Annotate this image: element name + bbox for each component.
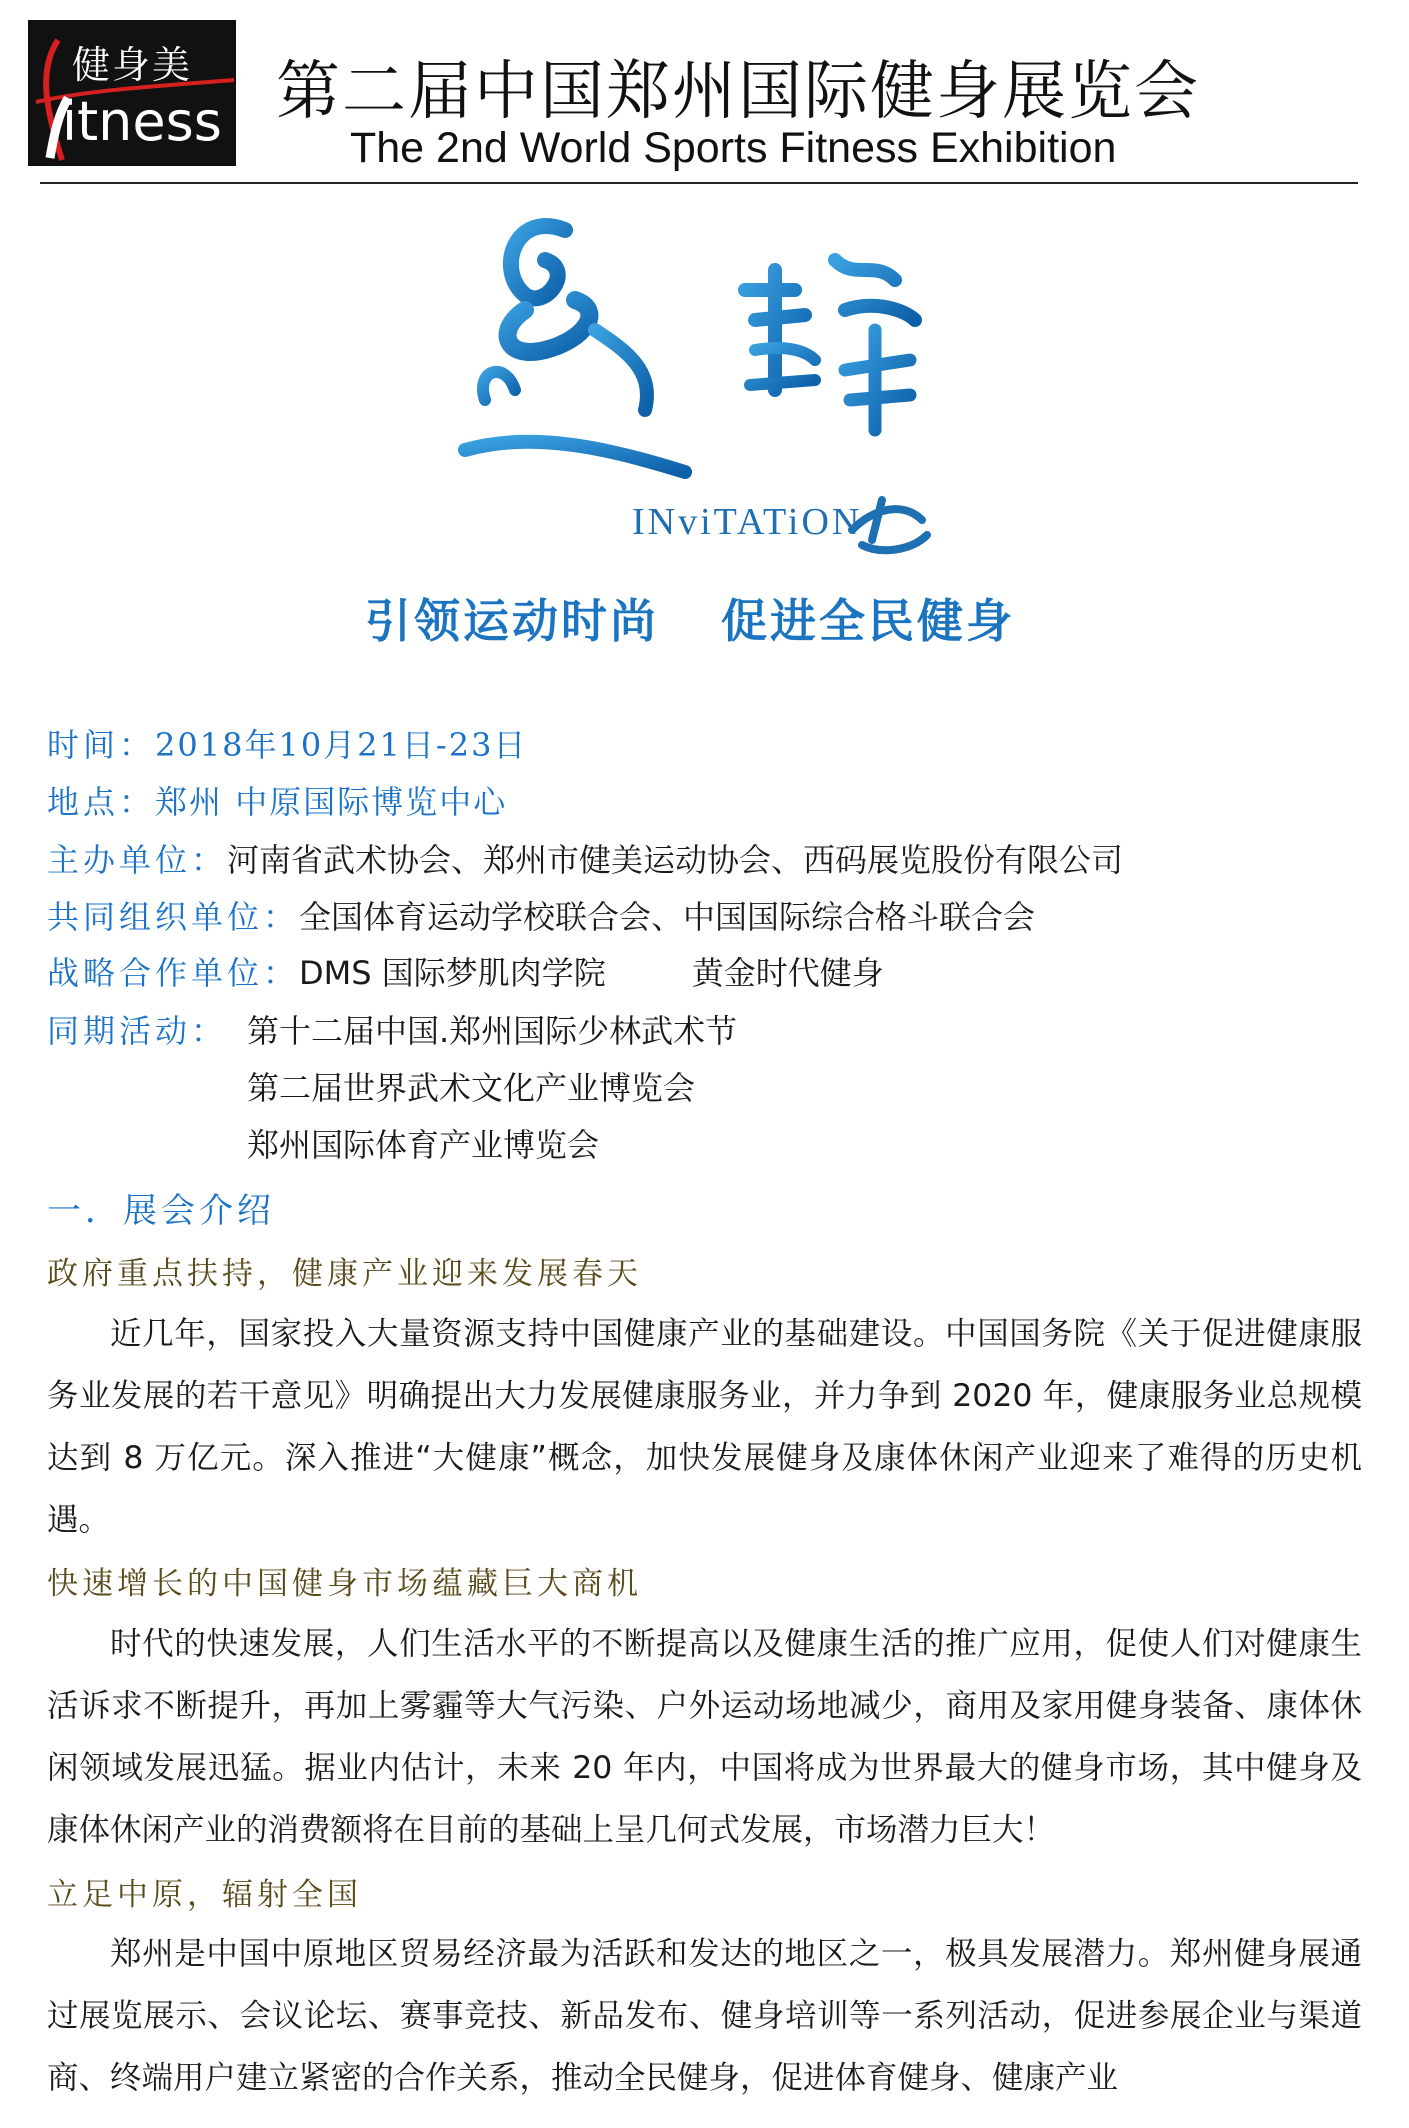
- page-subtitle: The 2nd World Sports Fitness Exhibition: [350, 124, 1117, 172]
- section-paragraph-1: 近几年，国家投入大量资源支持中国健康产业的基础建设。中国国务院《关于促进健康服务业发展的若干意见》明确提出大力发展健康服务业，并力争到 2020 年，健康服务业总规模达到 8 万亿元。深入推进“大健康”概念，加快发展健身及康体休闲产业迎来了难得的历史机遇。: [47, 1316, 1362, 1538]
- info-partner: [47, 953, 884, 993]
- section-subheading-2: 快速增长的中国健身市场蕴藏巨大商机: [47, 1566, 642, 1602]
- section-title: 一．展会介绍: [47, 1191, 275, 1231]
- invitation-label: INviTATiON: [632, 501, 863, 543]
- page-title: 第二届中国郑州国际健身展览会: [276, 55, 1200, 129]
- info-partner-value-2: 黄金时代健身: [691, 954, 884, 992]
- info-place-label: 地点：: [47, 783, 156, 821]
- logo: [28, 20, 236, 166]
- header-divider: [40, 182, 1358, 184]
- invitation-calligraphy-icon: [455, 200, 935, 500]
- info-event-item: 第二届世界武术文化产业博览会: [247, 1069, 696, 1107]
- section-subheading-3: 立足中原，辐射全国: [47, 1877, 362, 1913]
- slogan-part-2: 促进全民健身: [721, 594, 1015, 648]
- info-host-label: 主办单位：: [47, 841, 228, 879]
- info-coorganizer: [47, 897, 1035, 937]
- invitation-seal-icon: [842, 480, 932, 560]
- info-partner-label: 战略合作单位：: [47, 954, 300, 992]
- info-host-value: 河南省武术协会、郑州市健美运动协会、西码展览股份有限公司: [227, 841, 1124, 879]
- info-coorganizer-label: 共同组织单位：: [47, 898, 300, 936]
- info-time: [47, 725, 527, 765]
- section-paragraph-3: 郑州是中国中原地区贸易经济最为活跃和发达的地区之一，极具发展潜力。郑州健身展通过展览展示、会议论坛、赛事竞技、新品发布、健身培训等一系列活动，促进参展企业与渠道商、终端用户建立紧密的合作关系，推动全民健身，促进体育健身、健康产业: [47, 1936, 1362, 2096]
- info-partner-value-1: DMS 国际梦肌肉学院: [299, 954, 606, 992]
- info-event-item: 第十二届中国.郑州国际少林武术节: [247, 1012, 738, 1050]
- info-coorganizer-value: 全国体育运动学校联合会、中国国际综合格斗联合会: [299, 898, 1036, 936]
- logo-chinese-text: 健身美: [72, 43, 193, 87]
- info-place-value: 郑州 中原国际博览中心: [155, 783, 508, 821]
- info-events-label: 同期活动：: [47, 1012, 228, 1050]
- info-time-value: 2018年10月21日-23日: [155, 726, 528, 764]
- section-subheading-1: 政府重点扶持，健康产业迎来发展春天: [47, 1256, 642, 1292]
- info-time-label: 时间：: [47, 726, 156, 764]
- slogan-part-1: 引领运动时尚: [365, 594, 659, 648]
- slogan: [365, 585, 1015, 651]
- info-place: [47, 782, 507, 822]
- logo-english-text: itness: [62, 90, 222, 153]
- info-host: [47, 840, 1123, 880]
- section-paragraph-2: 时代的快速发展，人们生活水平的不断提高以及健康生活的推广应用，促使人们对健康生活诉求不断提升，再加上雾霾等大气污染、户外运动场地减少，商用及家用健身装备、康体休闲领域发展迅猛。据业内估计，未来 20 年内，中国将成为世界最大的健身市场，其中健身及康体休闲产业的消费额将在目前的基础上呈几何式发展，市场潜力巨大！: [47, 1626, 1362, 1848]
- info-events: [47, 1011, 227, 1051]
- info-event-item: 郑州国际体育产业博览会: [247, 1126, 600, 1164]
